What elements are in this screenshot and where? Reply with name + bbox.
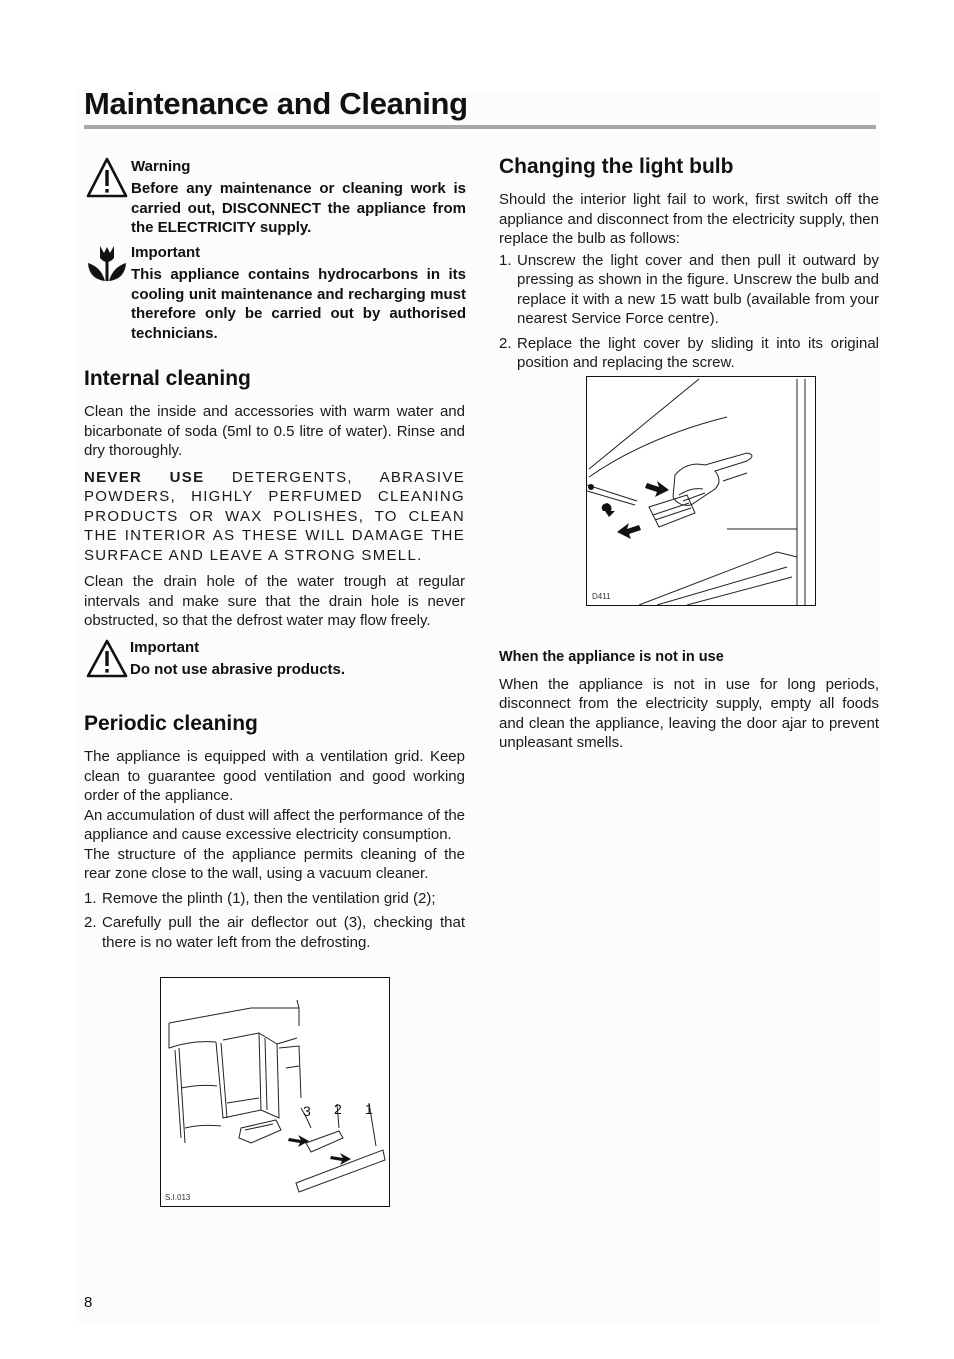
warning-triangle-icon [86, 639, 128, 679]
page-number: 8 [84, 1294, 93, 1311]
hydrocarbon-plant-icon [86, 243, 128, 283]
periodic-cleaning-p1: The appliance is equipped with a ventilation grid. Keep clean to guarantee good ventilation and good working order of the appliance. [84, 748, 465, 804]
periodic-cleaning-section [84, 711, 465, 957]
ventilation-grid-illustration [161, 978, 389, 1206]
figure-code: S.I.013 [165, 1193, 191, 1202]
periodic-cleaning-p3: The structure of the appliance permits cleaning of the rear zone close to the wall, using a vacuum cleaner. [84, 845, 465, 882]
important-abrasive-body: Do not use abrasive products. [130, 661, 346, 678]
never-use-lead: NEVER USE [84, 468, 205, 486]
internal-cleaning-section [84, 366, 465, 638]
light-bulb-illustration [587, 377, 815, 605]
title-rule [84, 125, 876, 129]
list-item: 1. Unscrew the light cover and then pull it outward by pressing as shown in the figure. Unscrew the bulb and replace it with a new 15 watt bulb (available from your nearest Service Force centre). [499, 251, 879, 327]
important-hydrocarbons-note [131, 243, 466, 343]
not-in-use-heading: When the appliance is not in use [499, 649, 724, 665]
periodic-cleaning-steps [84, 889, 465, 953]
important-body: This appliance contains hydrocarbons in its cooling unit maintenance and recharging must therefore only be carried out by authorised technicians. [131, 266, 466, 342]
figure-light-bulb [586, 376, 816, 606]
figure-label-2: 2 [334, 1101, 342, 1117]
internal-cleaning-p2 [84, 468, 465, 566]
not-in-use-body: When the appliance is not in use for long periods, disconnect from the electricity supply, empty all foods and clean the appliance, leaving the door ajar to prevent unpleasant smells. [499, 675, 879, 751]
internal-cleaning-p1: Clean the inside and accessories with warm water and bicarbonate of soda (5ml to 0.5 litre of water). Rinse and dry thoroughly. [84, 403, 465, 459]
warning-triangle-icon [86, 156, 128, 200]
list-item: 2. Replace the light cover by sliding it into its original position and replacing the screw. [499, 334, 879, 371]
light-bulb-heading: Changing the light bulb [499, 155, 734, 178]
list-item: 1. Remove the plinth (1), then the ventilation grid (2); [84, 889, 436, 907]
figure-label-1: 1 [365, 1101, 373, 1117]
page-title: Maintenance and Cleaning [84, 86, 468, 121]
light-bulb-intro: Should the interior light fail to work, first switch off the appliance and disconnect from the electricity supply, then replace the bulb as follows: [499, 191, 879, 247]
never-use-rest: DETERGENTS, ABRASIVE POWDERS, HIGHLY PERFUMED CLEANING PRODUCTS OR WAX POLISHES, TO CLEAN THE INTERIOR AS THESE WILL DAMAGE THE SURFACE AND LEAVE A STRONG SMELL. [84, 468, 465, 564]
not-in-use-section [499, 648, 879, 753]
internal-cleaning-heading: Internal cleaning [84, 367, 251, 390]
periodic-cleaning-p2: An accumulation of dust will affect the performance of the appliance and cause excessive electricity consumption. [84, 806, 465, 843]
light-bulb-steps [499, 251, 879, 373]
important-abrasive-title: Important [130, 639, 200, 656]
warning-note [131, 157, 466, 238]
warning-body: Before any maintenance or cleaning work is carried out, DISCONNECT the appliance from the ELECTRICITY supply. [131, 180, 466, 236]
list-item: 2. Carefully pull the air deflector out (3), checking that there is no water left from the defrosting. [84, 914, 465, 951]
important-abrasive-note [130, 638, 465, 680]
figure-label-3: 3 [303, 1103, 311, 1119]
important-title: Important [131, 244, 201, 261]
periodic-cleaning-heading: Periodic cleaning [84, 712, 258, 735]
figure-code: D411 [592, 592, 611, 601]
light-bulb-section [499, 154, 879, 378]
figure-ventilation-grid [160, 977, 390, 1207]
internal-cleaning-p3: Clean the drain hole of the water trough at regular intervals and make sure that the drain hole is never obstructed, so that the defrost water may flow freely. [84, 573, 465, 629]
warning-title: Warning [131, 158, 191, 175]
